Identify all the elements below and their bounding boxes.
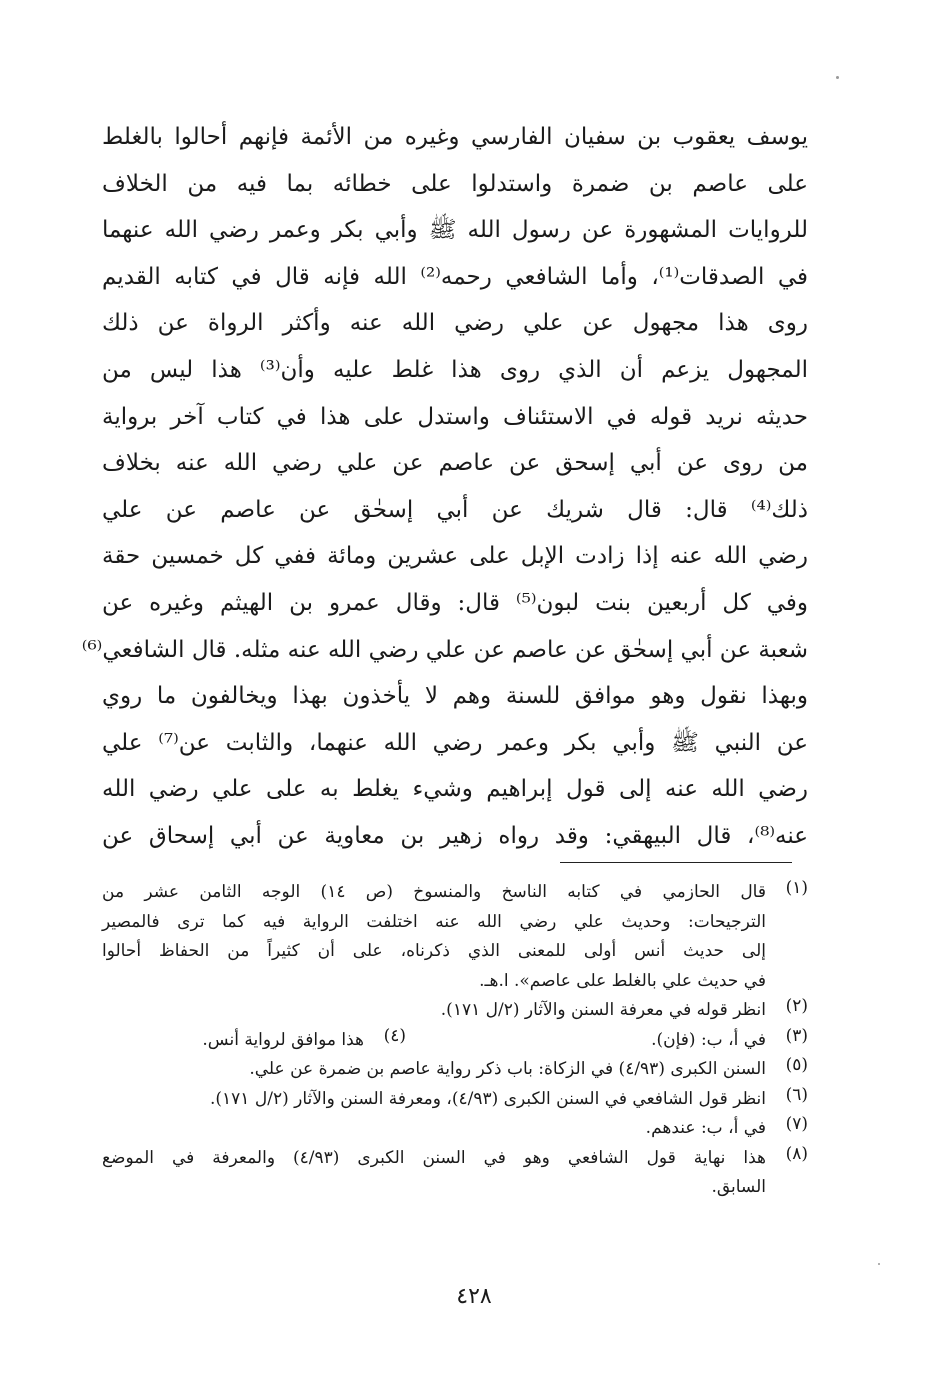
main-text-block <box>81 114 809 860</box>
main-text-line: شعبة عن أبي إسحٰق عن عاصم عن علي رضي الله عنه مثله. قال الشافعي⁽⁶⁾ <box>81 636 808 663</box>
main-text-line: حديثه نريد قوله في الاستئناف واستدل على هذا في كتاب آخر برواية <box>102 403 808 430</box>
footnote-line: انظر قول الشافعي في السنن الكبرى (٤/٩٣)، ومعرفة السنن والآثار (٢/ل ١٧١). <box>210 1088 766 1109</box>
main-text-line: في الصدقات⁽¹⁾، وأما الشافعي رحمه⁽²⁾ الله فإنه قال في كتابه القديم <box>102 263 808 290</box>
footnote-number: (١) <box>785 878 808 898</box>
footnote-2 <box>102 996 808 1026</box>
scan-speck <box>836 76 839 79</box>
footnote-line: السنن الكبرى (٤/٩٣) في الزكاة: باب ذكر رواية عاصم بن ضمرة عن علي. <box>249 1059 766 1079</box>
footnotes-block <box>102 878 808 1203</box>
footnote-line: هذا موافق لرواية أنس. <box>202 1029 364 1050</box>
footnote-number: (٢) <box>785 996 808 1016</box>
footnote-number: (٨) <box>785 1143 808 1164</box>
main-text-line: وبهذا نقول وهو موافق للسنة وهم لا يأخذون بهذا ويخالفون ما روي <box>102 683 808 710</box>
main-text-line: على عاصم بن ضمرة واستدلوا على خطائه بما فيه من الخلاف <box>102 170 808 197</box>
footnote-5 <box>102 1055 808 1085</box>
main-text-line: ذلك⁽⁴⁾ قال: قال شريك عن أبي إسحٰق عن عاصم عن علي <box>102 496 808 523</box>
main-text-line: عنه⁽⁸⁾، قال البيهقي: وقد رواه زهير بن معاوية عن أبي إسحاق عن <box>102 822 808 849</box>
footnote-7 <box>102 1114 808 1144</box>
main-text-line: روى هذا مجهول عن علي رضي الله عنه وأكثر الرواة عن ذلك <box>102 310 808 337</box>
footnote-line: في أ، ب: (فإن). <box>651 1029 766 1050</box>
footnote-line: قال الحازمي في كتابه الناسخ والمنسوخ (ص ١٤) الوجه الثامن عشر من <box>102 882 766 902</box>
scan-speck <box>878 1263 880 1265</box>
footnote-line: انظر قوله في معرفة السنن والآثار (٢/ل ١٧١). <box>440 1000 766 1020</box>
footnote-1 <box>102 878 808 996</box>
footnote-4 <box>202 1026 406 1056</box>
footnote-line: في حديث علي بالغلط على عاصم». ا.هـ. <box>479 970 766 991</box>
main-text-line: عن النبي ﷺ وأبي بكر وعمر رضي الله عنهما، والثابت عن⁽⁷⁾ علي <box>102 729 808 756</box>
footnote-8 <box>102 1144 808 1203</box>
footnote-pair-row <box>102 1026 808 1056</box>
main-text-line: رضي الله عنه إلى قول إبراهيم وشيء يغلط به على علي رضي الله <box>102 776 808 803</box>
footnote-line: في أ، ب: عندهم. <box>645 1118 766 1138</box>
footnote-line: السابق. <box>711 1177 766 1197</box>
main-text-line: يوسف يعقوب بن سفيان الفارسي وغيره من الأئمة فإنهم أحالوا بالغلط <box>102 124 808 150</box>
main-text-line: رضي الله عنه إذا زادت الإبل على عشرين ومائة ففي كل خمسين حقة <box>102 543 808 570</box>
page-number: ٤٢٨ <box>456 1284 492 1309</box>
footnote-number: (٤) <box>383 1025 406 1046</box>
main-text-line: المجهول يزعم أن الذي روى هذا غلط عليه وأن⁽³⁾ هذا ليس من <box>102 356 809 383</box>
footnote-line: الترجيحات: وحديث علي رضي الله عنه اختلفت الرواية فيه كما ترى فالمصير <box>102 911 766 932</box>
footnote-number: (٥) <box>785 1055 808 1075</box>
main-text-line: من روى عن أبي إسحق عن عاصم عن علي رضي الله عنه بخلاف <box>102 450 808 477</box>
footnote-6 <box>102 1085 808 1115</box>
main-text-line: للروايات المشهورة عن رسول الله ﷺ وأبي بكر وعمر رضي الله عنهما <box>102 217 808 244</box>
footnote-line: إلى حديث أنس أولى للمعنى الذي ذكرناه، على أن كثيراً من الحفاظ أحالوا <box>102 941 766 961</box>
footnote-number: (٦) <box>785 1084 808 1105</box>
main-text-line: وفي كل أربعين بنت لبون⁽⁵⁾ قال: وقال عمرو بن الهيثم وغيره عن <box>102 589 809 616</box>
footnote-3 <box>466 1026 808 1056</box>
footnote-number: (٣) <box>785 1025 808 1046</box>
footnote-line: هذا نهاية قول الشافعي وهو في السنن الكبرى (٤/٩٣) والمعرفة في الموضع <box>102 1147 766 1168</box>
footnote-separator-rule <box>560 862 792 863</box>
footnote-number: (٧) <box>785 1114 808 1134</box>
